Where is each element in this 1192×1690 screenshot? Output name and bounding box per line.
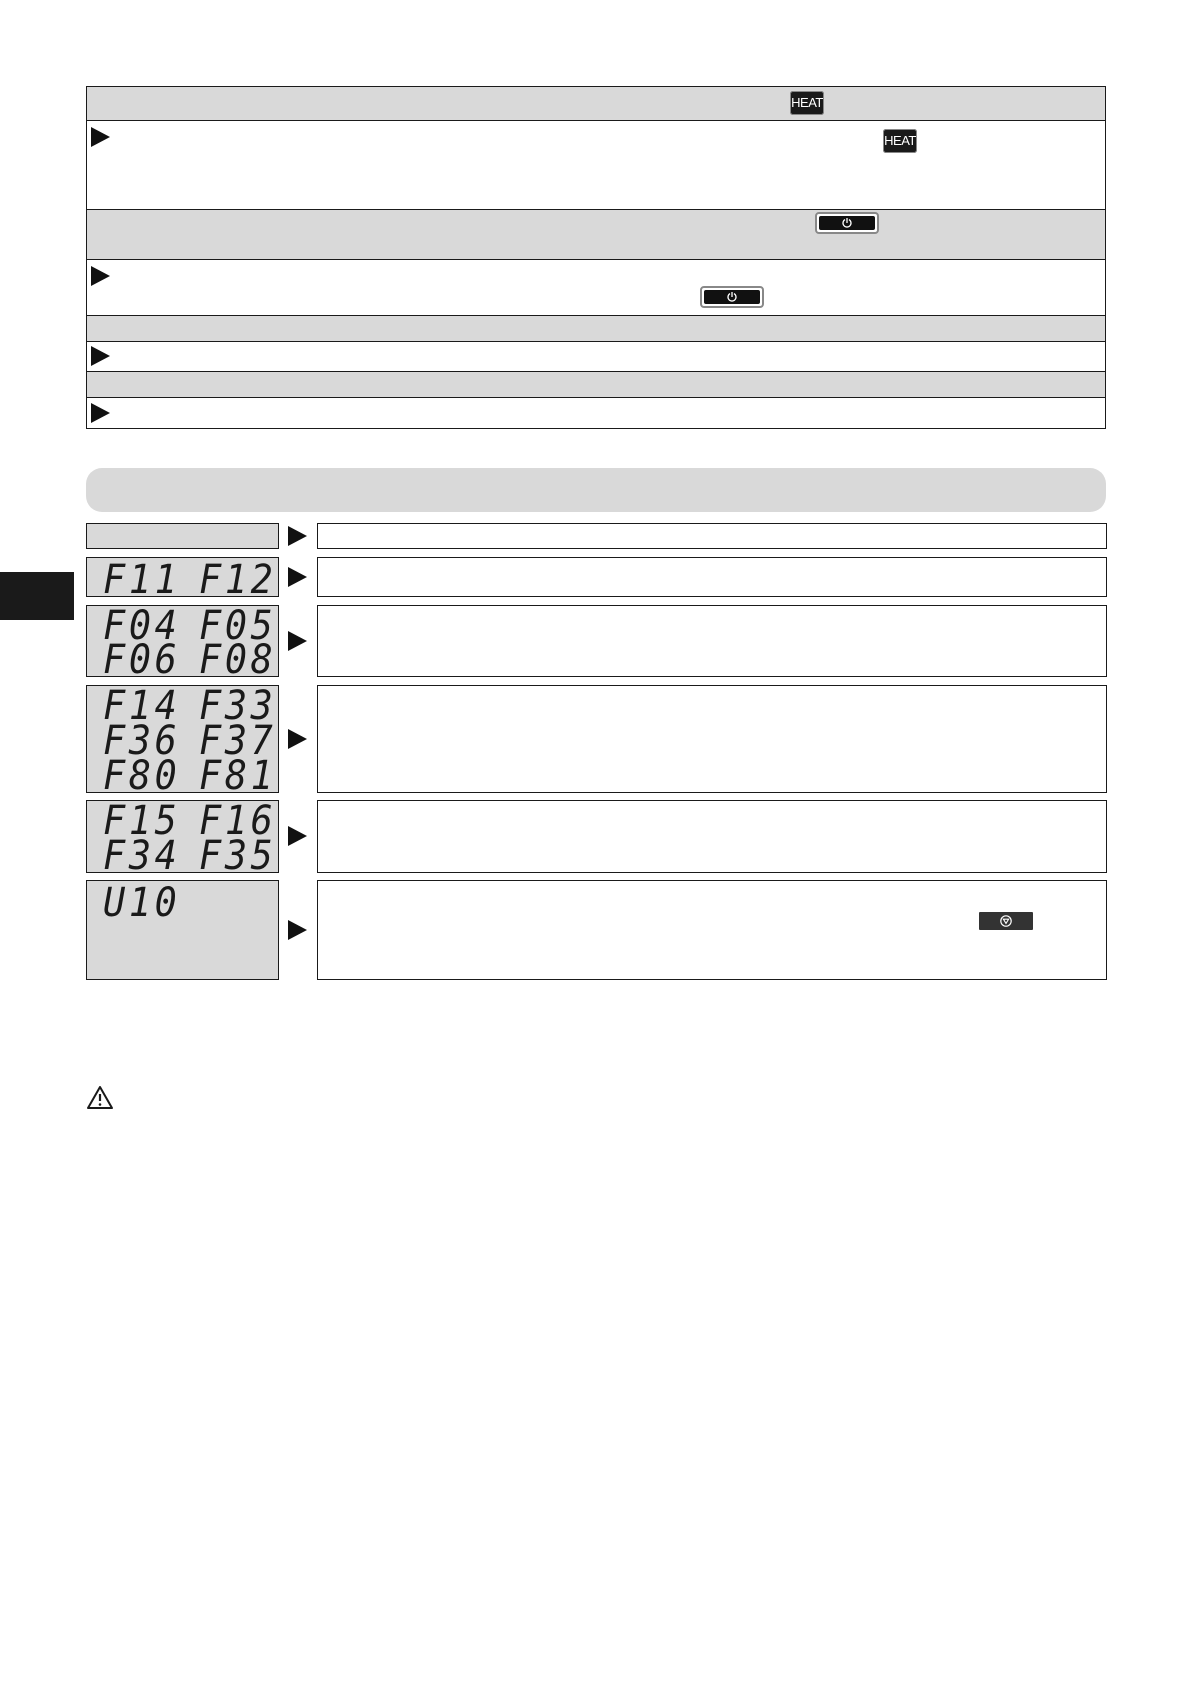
error-code: F06 <box>103 637 181 683</box>
error-code: F14 <box>103 683 181 729</box>
arrow-icon <box>288 631 307 651</box>
error-code-box <box>86 603 279 683</box>
error-code-list <box>103 798 295 879</box>
section-heading <box>86 468 1106 512</box>
table-row-3-body <box>86 342 1106 372</box>
error-code: F16 <box>199 798 277 844</box>
arrow-icon <box>288 729 307 749</box>
error-description <box>317 557 1107 597</box>
error-code-box <box>86 557 279 603</box>
error-code: F12 <box>199 557 277 603</box>
error-code-box <box>86 683 279 799</box>
error-code: F34 <box>103 833 181 879</box>
arrow-icon <box>91 266 110 286</box>
error-code: F15 <box>103 798 181 844</box>
warning-triangle-icon <box>86 1085 114 1111</box>
error-code: F04 <box>103 603 181 649</box>
error-code-list <box>103 603 295 683</box>
error-code-box <box>86 798 279 879</box>
arrow-icon <box>91 127 110 147</box>
power-button-icon <box>815 212 879 234</box>
error-description <box>317 685 1107 793</box>
table-row-1-header <box>86 86 1106 121</box>
error-code: F37 <box>199 718 277 764</box>
arrow-icon <box>91 346 110 366</box>
error-code: F08 <box>199 637 277 683</box>
table-row-4-header <box>86 372 1106 398</box>
heat-icon: HEAT <box>883 129 917 153</box>
arrow-icon <box>288 826 307 846</box>
arrow-icon <box>288 526 307 546</box>
error-code-box-header <box>86 523 279 549</box>
heat-icon: HEAT <box>790 91 824 115</box>
section-side-tab <box>0 572 74 620</box>
table-row-3-header <box>86 316 1106 342</box>
table-row-4-body <box>86 398 1106 429</box>
error-code-list <box>103 683 295 799</box>
table-row-1-body <box>86 121 1106 210</box>
power-icon <box>841 217 853 229</box>
arrow-icon <box>288 567 307 587</box>
error-code: F81 <box>199 753 277 799</box>
error-description <box>317 605 1107 677</box>
error-code: F80 <box>103 753 181 799</box>
error-code: F05 <box>199 603 277 649</box>
error-code: F11 <box>103 557 181 603</box>
error-description-header <box>317 523 1107 549</box>
power-button-icon <box>700 286 764 308</box>
error-code: F36 <box>103 718 181 764</box>
power-icon <box>726 291 738 303</box>
error-description <box>317 880 1107 980</box>
arrow-icon <box>91 403 110 423</box>
stop-icon <box>999 914 1013 928</box>
arrow-icon <box>288 920 307 940</box>
error-code-list <box>103 557 295 603</box>
table-row-2-header <box>86 210 1106 260</box>
error-code-box <box>86 880 279 980</box>
error-code: F33 <box>199 683 277 729</box>
error-code-list <box>103 880 295 926</box>
error-code: U10 <box>103 880 181 926</box>
error-description <box>317 800 1107 873</box>
stop-button-icon <box>979 912 1033 930</box>
error-code: F35 <box>199 833 277 879</box>
table-row-2-body <box>86 260 1106 316</box>
